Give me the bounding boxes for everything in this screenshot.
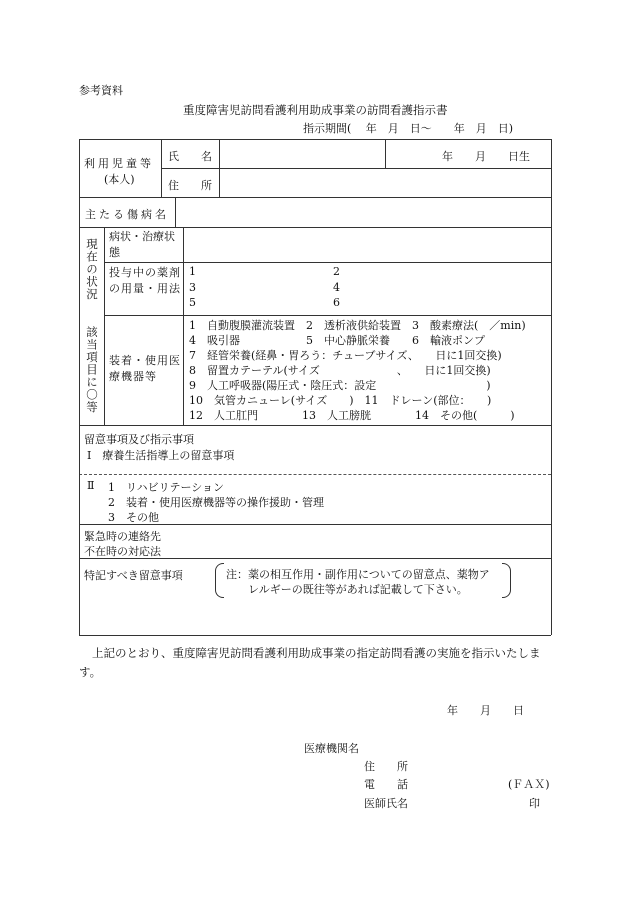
- instructions-section-1: Ⅰ 療養生活指導上の留意事項: [87, 449, 235, 462]
- applicable-items-label: 該当項目に〇等: [85, 326, 99, 414]
- reference-label: 参考資料: [79, 84, 123, 97]
- closing-statement-end: す。: [79, 665, 102, 679]
- main-disease-field[interactable]: [176, 199, 550, 226]
- issue-date: 年 月 日: [447, 704, 524, 717]
- note-line-2: レルギーの既往等があれば記載して下さい。: [226, 583, 468, 596]
- birthdate-label: 年 月 日生: [442, 150, 530, 163]
- absence-response-label: 不在時の対応法: [84, 545, 161, 558]
- condition-field[interactable]: [184, 229, 550, 261]
- instructions-item-other: 3 その他: [108, 511, 159, 524]
- devices-line-2: 4 吸引器 5 中心静脈栄養 6 輸液ポンプ: [189, 334, 485, 347]
- instructions-item-rehab: 1 リハビリテーション: [108, 481, 225, 494]
- condition-label: 病状・治療状態: [109, 230, 175, 259]
- address-field[interactable]: [220, 170, 550, 196]
- instruction-period: 指示期間( 年 月 日～ 年 月 日): [303, 122, 514, 135]
- section-1-field[interactable]: [80, 460, 550, 472]
- devices-line-7: 12 人工肛門 13 人工膀胱 14 その他( ): [189, 409, 515, 422]
- name-label: 氏 名: [168, 150, 212, 163]
- instructions-section-2-num: Ⅱ: [87, 479, 95, 492]
- medication-label: 投与中の薬剤の用量・用法: [109, 266, 181, 295]
- closing-statement: 上記のとおり、重度障害児訪問看護利用助成事業の指定訪問看護の実施を指示いたしま: [92, 646, 541, 660]
- medication-item-2: 2: [333, 265, 340, 278]
- name-field[interactable]: [220, 141, 384, 167]
- medication-item-3: 3: [189, 281, 196, 294]
- patient-label-sub: (本人): [104, 173, 135, 186]
- special-notes-label: 特記すべき留意事項: [84, 569, 183, 582]
- main-disease-label: 主たる傷病名: [85, 208, 169, 221]
- medication-item-1: 1: [189, 265, 196, 278]
- note-bracket-left: [215, 563, 224, 598]
- phone-label: 電 話: [364, 778, 408, 791]
- instructions-title: 留意事項及び指示事項: [84, 433, 194, 446]
- emergency-contact-label: 緊急時の連絡先: [84, 530, 161, 543]
- seal-mark: 印: [529, 797, 540, 810]
- medication-item-5: 5: [189, 296, 196, 309]
- medication-item-4: 4: [333, 281, 340, 294]
- note-line-1: 注：薬の相互作用・副作用についての留意点、薬物ア: [226, 568, 490, 581]
- devices-line-4: 8 留置カテーテル(サイズ 、 日に1回交換): [189, 364, 491, 377]
- medication-item-6: 6: [333, 296, 340, 309]
- emergency-field[interactable]: [180, 526, 550, 557]
- institution-label: 医療機関名: [304, 742, 359, 755]
- instructions-item-devices: 2 装着・使用医療機器等の操作援助・管理: [108, 496, 324, 509]
- special-notes-field[interactable]: [80, 600, 550, 634]
- patient-label: 利用児童等: [84, 157, 154, 170]
- note-bracket-right: [502, 563, 511, 598]
- devices-line-1: 1 自動腹膜灌流装置 2 透析液供給装置 3 酸素療法( ／min): [189, 319, 526, 332]
- institution-address-label: 住 所: [364, 760, 408, 773]
- devices-line-5: 9 人工呼吸器(陽圧式・陰圧式：設定 ): [189, 379, 491, 392]
- address-label: 住 所: [168, 179, 212, 192]
- devices-line-3: 7 経管栄養(経鼻・胃ろう：チューブサイズ、 日に1回交換): [189, 349, 502, 362]
- devices-label: 装着・使用医療機器等: [109, 354, 181, 383]
- devices-line-6: 10 気管カニューレ(サイズ ) 11 ドレーン(部位： ): [189, 394, 492, 407]
- doctor-name-label: 医師氏名: [364, 797, 408, 810]
- current-status-label: 現在の状況: [85, 238, 99, 301]
- document-title: 重度障害児訪問看護利用助成事業の訪問看護指示書: [183, 103, 448, 117]
- fax-label: (ＦＡＸ): [508, 778, 550, 791]
